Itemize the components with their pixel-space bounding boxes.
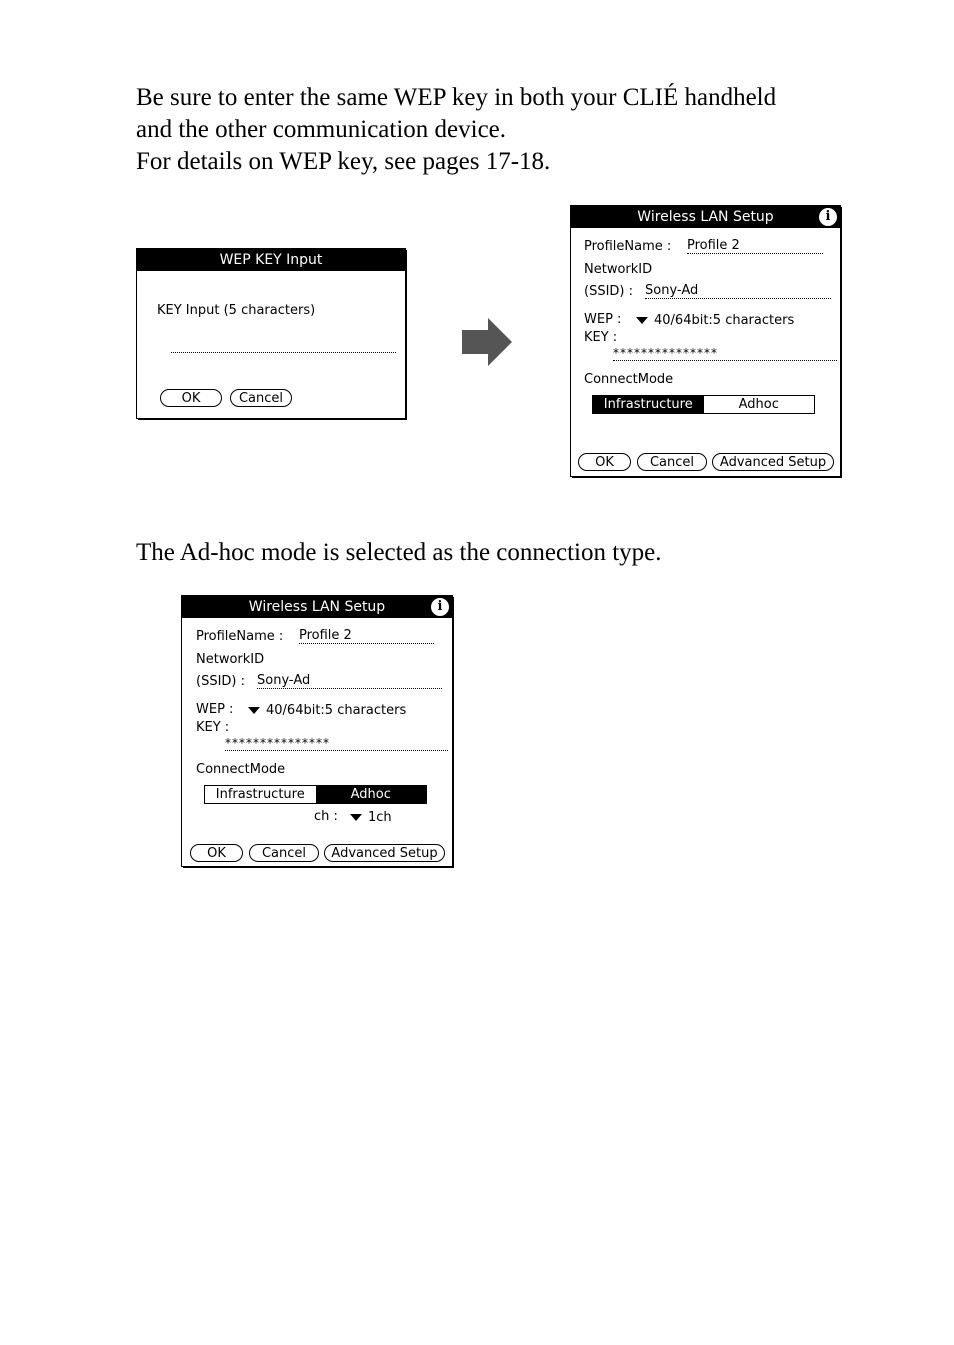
mode-adhoc[interactable]: Adhoc — [316, 786, 427, 803]
info-icon[interactable]: i — [819, 208, 837, 226]
network-id-label: NetworkID — [196, 652, 265, 667]
key-label: KEY : — [196, 720, 230, 735]
mode-infrastructure[interactable]: Infrastructure — [593, 396, 704, 413]
dropdown-triangle-icon — [636, 317, 648, 324]
key-input-field[interactable] — [171, 335, 396, 353]
key-field[interactable]: *************** — [225, 736, 448, 751]
cancel-button[interactable]: Cancel — [637, 453, 707, 471]
intro-paragraph — [136, 82, 896, 178]
connect-mode-label: ConnectMode — [584, 372, 674, 387]
ssid-field[interactable]: Sony-Ad — [645, 283, 831, 299]
cancel-button[interactable]: Cancel — [249, 844, 319, 862]
adhoc-caption: The Ad-hoc mode is selected as the connection type. — [136, 539, 662, 566]
connect-mode-selector[interactable] — [204, 785, 427, 804]
key-input-prompt: KEY Input (5 characters) — [157, 303, 316, 318]
wep-value: 40/64bit:5 characters — [654, 313, 795, 328]
ok-button[interactable]: OK — [190, 844, 243, 862]
intro-line: For details on WEP key, see pages 17-18. — [136, 148, 551, 175]
dialog-title — [182, 596, 452, 618]
dialog-title: WEP KEY Input — [137, 249, 405, 271]
ssid-field[interactable]: Sony-Ad — [257, 673, 442, 689]
advanced-setup-button[interactable]: Advanced Setup — [712, 453, 834, 471]
channel-value: 1ch — [368, 810, 392, 825]
intro-line: and the other communication device. — [136, 116, 507, 143]
channel-label: ch : — [314, 809, 338, 824]
dropdown-triangle-icon — [350, 814, 362, 821]
profile-name-label: ProfileName : — [196, 629, 284, 644]
ssid-label: (SSID) : — [196, 674, 246, 689]
mode-infrastructure[interactable]: Infrastructure — [215, 787, 305, 802]
ok-button[interactable]: OK — [160, 389, 222, 407]
key-field[interactable]: *************** — [613, 346, 837, 361]
wireless-lan-setup-dialog — [570, 205, 841, 477]
cancel-button[interactable]: Cancel — [230, 389, 292, 407]
info-icon[interactable]: i — [431, 598, 449, 616]
mode-adhoc[interactable]: Adhoc — [738, 397, 779, 412]
dialog-title-text: Wireless LAN Setup — [248, 599, 386, 615]
wep-value: 40/64bit:5 characters — [266, 703, 407, 718]
wep-selector[interactable] — [248, 703, 406, 718]
profile-name-field[interactable]: Profile 2 — [687, 238, 823, 254]
profile-name-label: ProfileName : — [584, 239, 672, 254]
arrow-right-icon — [462, 318, 514, 366]
wep-key-input-dialog — [136, 248, 406, 419]
network-id-label: NetworkID — [584, 262, 653, 277]
ok-button[interactable]: OK — [578, 453, 631, 471]
dialog-title — [571, 206, 840, 228]
intro-line: Be sure to enter the same WEP key in both your CLIÉ handheld — [136, 84, 777, 111]
ssid-label: (SSID) : — [584, 284, 634, 299]
wireless-lan-setup-adhoc-dialog — [181, 595, 453, 867]
dialog-title-text: Wireless LAN Setup — [637, 209, 774, 225]
channel-selector[interactable] — [350, 810, 392, 825]
profile-name-field[interactable]: Profile 2 — [299, 628, 434, 644]
wep-label: WEP : — [196, 702, 234, 717]
advanced-setup-button[interactable]: Advanced Setup — [324, 844, 445, 862]
key-label: KEY : — [584, 330, 618, 345]
dropdown-triangle-icon — [248, 707, 260, 714]
wep-selector[interactable] — [636, 313, 794, 328]
wep-label: WEP : — [584, 312, 622, 327]
connect-mode-label: ConnectMode — [196, 762, 286, 777]
connect-mode-selector[interactable] — [592, 395, 815, 414]
